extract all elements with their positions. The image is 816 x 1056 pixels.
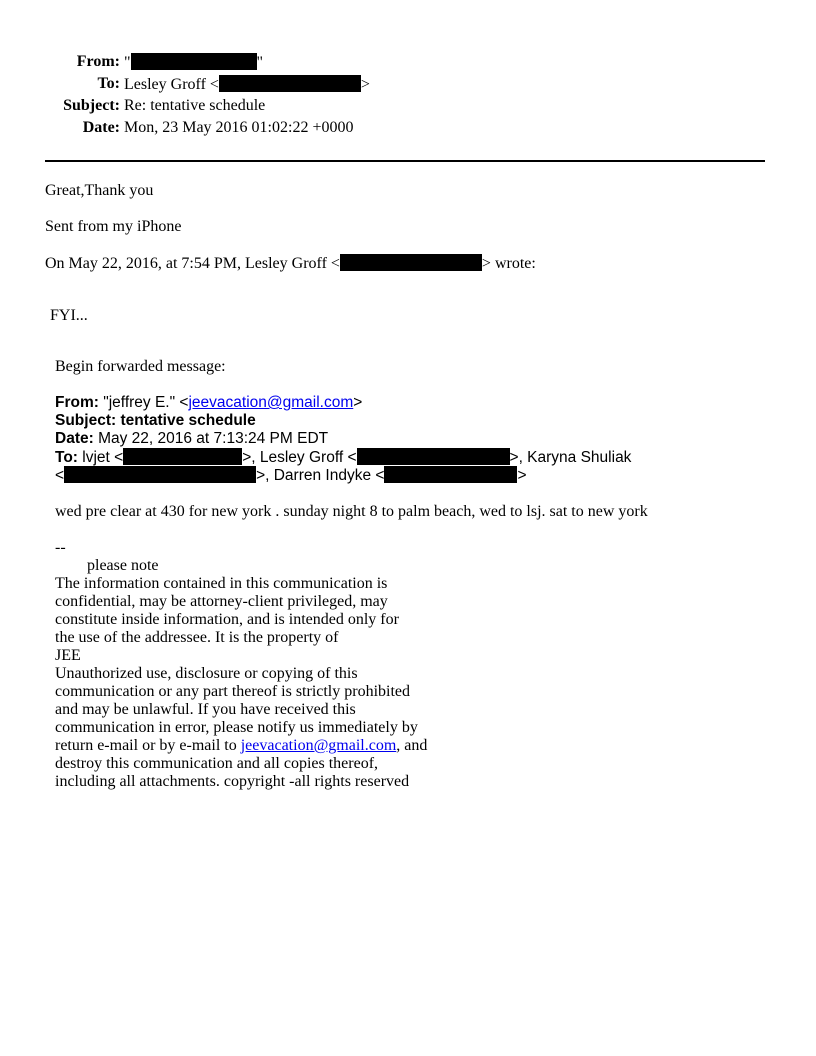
reply-line-thanks: Great,Thank you xyxy=(45,182,154,199)
fwd-to-row xyxy=(55,448,631,467)
header-to-row xyxy=(0,75,400,95)
disclaimer-line: communication or any part thereof is strictly prohibited xyxy=(55,683,411,700)
signature-dashes: -- xyxy=(55,539,66,556)
fwd-to-recipient-2: >, Lesley Groff < xyxy=(242,449,357,466)
disclaimer-line: constitute inside information, and is intended only for xyxy=(55,611,399,628)
begin-forwarded-label: Begin forwarded message: xyxy=(55,358,226,375)
signature-note: please note xyxy=(87,557,159,574)
disclaimer-text: return e-mail or by e-mail to xyxy=(55,737,241,754)
quote-close: " xyxy=(256,54,264,71)
fwd-message-text: wed pre clear at 430 for new york . sunday night 8 to palm beach, wed to lsj. sat to new york xyxy=(55,503,648,520)
to-name: Lesley Groff < xyxy=(124,76,219,93)
header-subject-value: Re: tentative schedule xyxy=(124,97,266,114)
disclaimer-line xyxy=(55,737,427,755)
fwd-date-row xyxy=(55,430,328,448)
disclaimer-line: JEE xyxy=(55,647,81,664)
fwd-to-recipient-1: lvjet < xyxy=(82,449,124,466)
header-to-value xyxy=(124,75,370,94)
fwd-to-recipient-3: >, Karyna Shuliak xyxy=(509,449,632,466)
disclaimer-text: , and xyxy=(396,737,428,754)
redaction-box xyxy=(340,254,482,271)
fwd-subject-label: Subject: xyxy=(55,412,117,429)
quote-intro-text: On May 22, 2016, at 7:54 PM, Lesley Groff < xyxy=(45,255,340,272)
fwd-to-label: To: xyxy=(55,449,78,466)
redaction-box xyxy=(64,466,256,483)
header-from-value xyxy=(124,53,263,72)
header-from-row xyxy=(0,53,400,73)
redaction-box xyxy=(131,53,257,70)
quote-intro xyxy=(45,254,536,273)
redaction-box xyxy=(384,466,517,483)
disclaimer-line: destroy this communication and all copies thereof, xyxy=(55,755,379,772)
header-date-value: Mon, 23 May 2016 01:02:22 +0000 xyxy=(124,119,354,136)
quote-intro-suffix: > wrote: xyxy=(481,255,536,272)
fwd-subject-row xyxy=(55,412,256,430)
redaction-box xyxy=(219,75,361,92)
disclaimer-line: confidential, may be attorney-client privileged, may xyxy=(55,593,388,610)
header-from-label: From: xyxy=(76,53,120,70)
fwd-date-label: Date: xyxy=(55,430,94,447)
to-close: > xyxy=(360,76,370,93)
header-divider xyxy=(45,160,765,162)
legal-disclaimer xyxy=(55,575,427,791)
fwd-subject-value: tentative schedule xyxy=(120,412,256,429)
disclaimer-line: communication in error, please notify us immediately by xyxy=(55,719,418,736)
fwd-from-label: From: xyxy=(55,394,99,411)
disclaimer-email-link[interactable]: jeevacation@gmail.com xyxy=(240,737,397,754)
fwd-to-close: > xyxy=(517,467,527,484)
disclaimer-line: the use of the addressee. It is the property of xyxy=(55,629,339,646)
fwd-to-recipient-4: >, Darren Indyke < xyxy=(256,467,385,484)
header-subject-label: Subject: xyxy=(63,97,120,114)
reply-line-signature: Sent from my iPhone xyxy=(45,218,182,235)
redaction-box xyxy=(123,448,242,465)
fwd-date-value: May 22, 2016 at 7:13:24 PM EDT xyxy=(98,430,329,447)
fyi-text: FYI... xyxy=(50,307,88,324)
header-subject-row xyxy=(0,97,400,117)
disclaimer-line: Unauthorized use, disclosure or copying of this xyxy=(55,665,358,682)
header-date-row xyxy=(0,119,400,139)
header-date-label: Date: xyxy=(82,119,120,136)
fwd-from-name: "jeffrey E." < xyxy=(103,394,189,411)
disclaimer-line: and may be unlawful. If you have received this xyxy=(55,701,356,718)
quote-open: " xyxy=(124,54,131,71)
fwd-to-row-continued xyxy=(55,466,527,485)
fwd-from-email-link[interactable]: jeevacation@gmail.com xyxy=(188,394,354,411)
disclaimer-line: The information contained in this communication is xyxy=(55,575,388,592)
fwd-from-close: > xyxy=(353,394,363,411)
fwd-to-open: < xyxy=(55,467,65,484)
redaction-box xyxy=(357,448,510,465)
header-to-label: To: xyxy=(97,75,120,92)
fwd-from-row xyxy=(55,394,362,412)
disclaimer-line: including all attachments. copyright -all rights reserved xyxy=(55,773,410,790)
